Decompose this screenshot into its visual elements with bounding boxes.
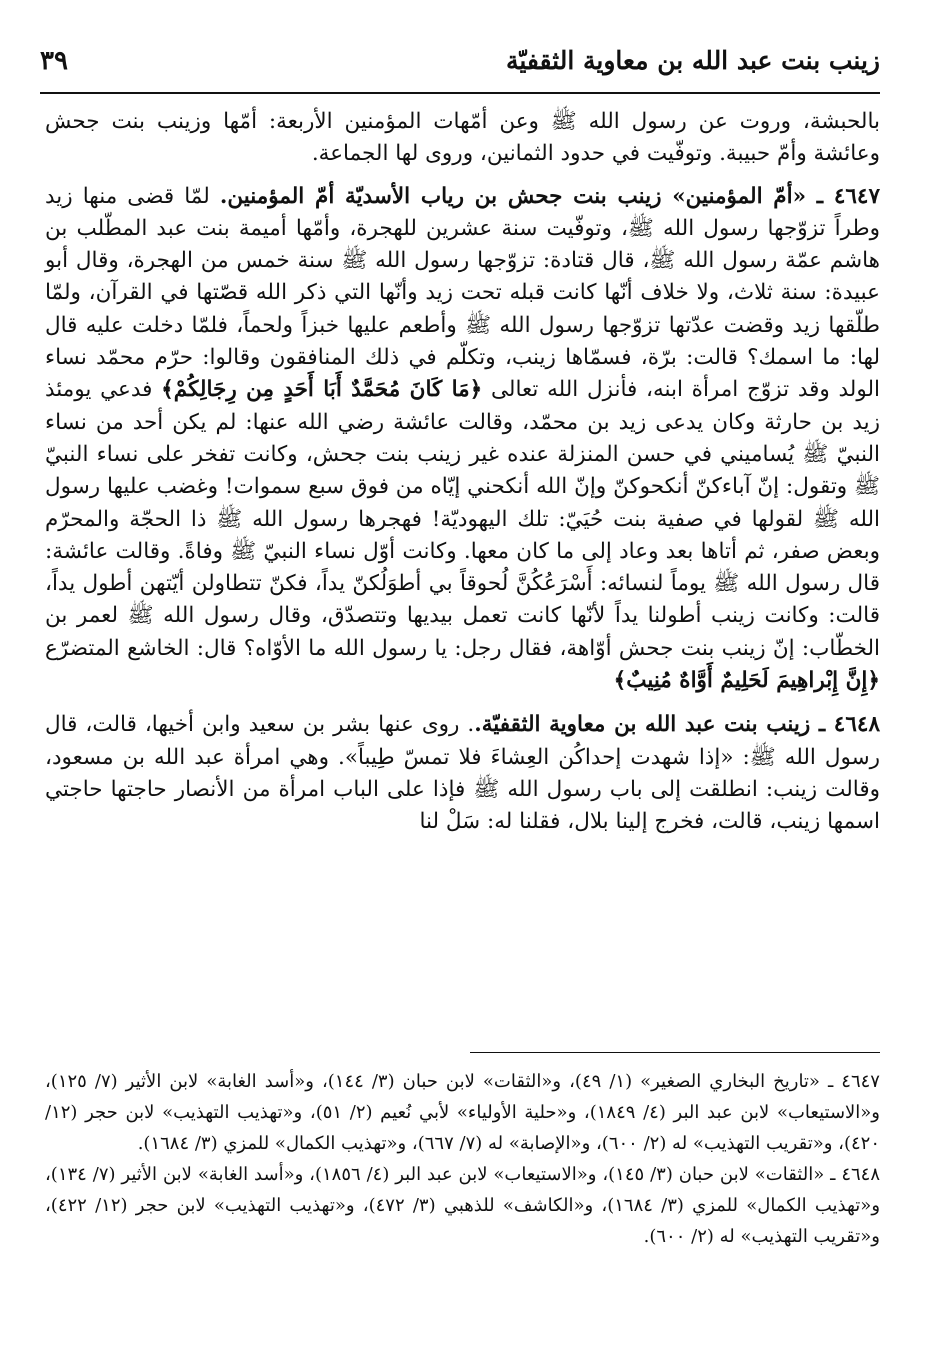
page-header bbox=[40, 40, 880, 88]
quran-verse-1: ﴿مَا كَانَ مُحَمَّدٌ أَبَا أَحَدٍ مِن رِجَالِكُمْ﴾ bbox=[161, 377, 483, 403]
entry-4647-text-1: لمّا قضى منها زيد وطراً تزوّجها رسول الله ﷺ، وتوفّيت سنة عشرين للهجرة، وأمّها أميمة بنت عبد المطّلب بن هاشم عمّة رسول الله ﷺ، قال قتادة: تزوّجها رسول الله ﷺ سنة خمس من الهجرة، وقال أبو عبيدة: سنة ثلاث، ولا خلاف أنّها كانت قبله تحت زيد وأنّها التي ذكر الله قصّتها في القرآن، ولمّا طلّقها زيد وقضت عدّتها تزوّجها رسول الله ﷺ وأطعم عليها خبزاً ولحماً، فلمّا دخلت عليه قال لها: ما اسمك؟ قالت: برّة، فسمّاها زينب، وتكلّم في ذلك المنافقون وقالوا: حرّم محمّد نساء الولد وقد تزوّج امرأة ابنه، فأنزل الله تعالى bbox=[45, 183, 880, 403]
continuation-paragraph: بالحبشة، وروت عن رسول الله ﷺ وعن أمّهات المؤمنين الأربعة: أمّها وزينب بنت جحش وعائشة وأمّ حبيبة. وتوفّيت في حدود الثمانين، وروى لها الجماعة. bbox=[45, 109, 880, 167]
footnote-4647: ٤٦٤٧ ـ «تاريخ البخاري الصغير» (١/ ٤٩)، و«الثقات» لابن حبان (٣/ ١٤٤)، و«أسد الغابة» لابن الأثير (٧/ ١٢٥)، و«الاستيعاب» لابن عبد البر (٤/ ١٨٤٩)، و«حلية الأولياء» لأبي نُعيم (٢/ ٥١)، و«تهذيب التهذيب» لابن حجر (١٢/ ٤٢٠)، و«تقريب التهذيب» له (٢/ ٦٠٠)، و«الإصابة» له (٧/ ٦٦٧)، و«تهذيب الكمال» للمزي (٣/ ١٦٨٤). bbox=[45, 1071, 880, 1154]
header-divider bbox=[40, 92, 880, 94]
main-text bbox=[45, 106, 880, 839]
quran-verse-2: ﴿إِنَّ إِبْراهِيمَ لَحَلِيمٌ أَوَّاهٌ مُنِيبٌ﴾ bbox=[613, 668, 880, 694]
page-number: ٣٩ bbox=[40, 46, 68, 76]
entry-4647-text-2: فدعي يومئذ زيد بن حارثة وكان يدعى زيد بن محمّد، وقالت عائشة رضي الله عنها: لم يكن أحد من نساء النبيّ ﷺ يُساميني في حسن المنزلة عنده غير زينب بنت جحش، وكانت تفخر على نساء النبيّ ﷺ وتقول: إنّ آباءكنّ أنكحوكنّ وإنّ الله أنكحني إيّاه من فوق سبع سموات! وغضب عليها رسول الله ﷺ لقولها في صفية بنت حُيَيّ: تلك اليهوديّة! فهجرها رسول الله ﷺ ذا الحجّة والمحرّم وبعض صفر، ثم أتاها بعد وعاد إلى ما كان معها. وكانت أوّل نساء النبيّ ﷺ وفاةً. وقالت عائشة: قال رسول الله ﷺ يوماً لنسائه: أَسْرَعُكُنَّ لُحوقاً بي أطوَلُكنّ يداً، فكنّ تتطاولن أيّتهن أطول يداً، قالت: وكانت زينب أطولنا يداً لأنّها كانت تعمل بيديها وتتصدّق، وقال رسول الله ﷺ لعمر بن الخطّاب: إنّ زينب بنت جحش أوّاهة، فقال رجل: يا رسول الله ما الأوّاه؟ قال: الخاشع المتضرّع bbox=[44, 377, 880, 661]
footnotes bbox=[45, 1066, 880, 1252]
footnote-divider bbox=[470, 1052, 880, 1053]
entry-4648-text: . روى عنها بشر بن سعيد وابن أخيها، قالت، قال رسول الله ﷺ: «إذا شهدت إحداكُن العِشاءَ فلا تمسّ طِيباً». وهي امرأة عبد الله بن مسعود، وقالت زينب: انطلقت إلى باب رسول الله ﷺ فإذا على الباب امرأة من الأنصار حاجتها حاجتي اسمها زينب، قالت، فخرج إلينا بلال، فقلنا له: سَلْ لنا bbox=[45, 712, 880, 835]
footnote-4648: ٤٦٤٨ ـ «الثقات» لابن حبان (٣/ ١٤٥)، و«الاستيعاب» لابن عبد البر (٤/ ١٨٥٦)، و«أسد الغابة» لابن الأثير (٧/ ١٣٤)، و«تهذيب الكمال» للمزي (٣/ ١٦٨٤)، و«الكاشف» للذهبي (٣/ ٤٧٢)، و«تهذيب التهذيب» لابن حجر (١٢/ ٤٢٢)، و«تقريب التهذيب» له (٢/ ٦٠٠). bbox=[45, 1164, 881, 1247]
entry-4647 bbox=[45, 181, 880, 698]
entry-4647-heading: ٤٦٤٧ ـ «أمّ المؤمنين» زينب بنت جحش بن رياب الأسديّة أمّ المؤمنين. bbox=[219, 183, 881, 209]
running-title: زينب بنت عبد الله بن معاوية الثقفيّة bbox=[505, 46, 880, 75]
entry-4648-heading: ٤٦٤٨ ـ زينب بنت عبد الله بن معاوية الثقفيّة. bbox=[474, 712, 880, 738]
entry-4648 bbox=[45, 709, 880, 838]
